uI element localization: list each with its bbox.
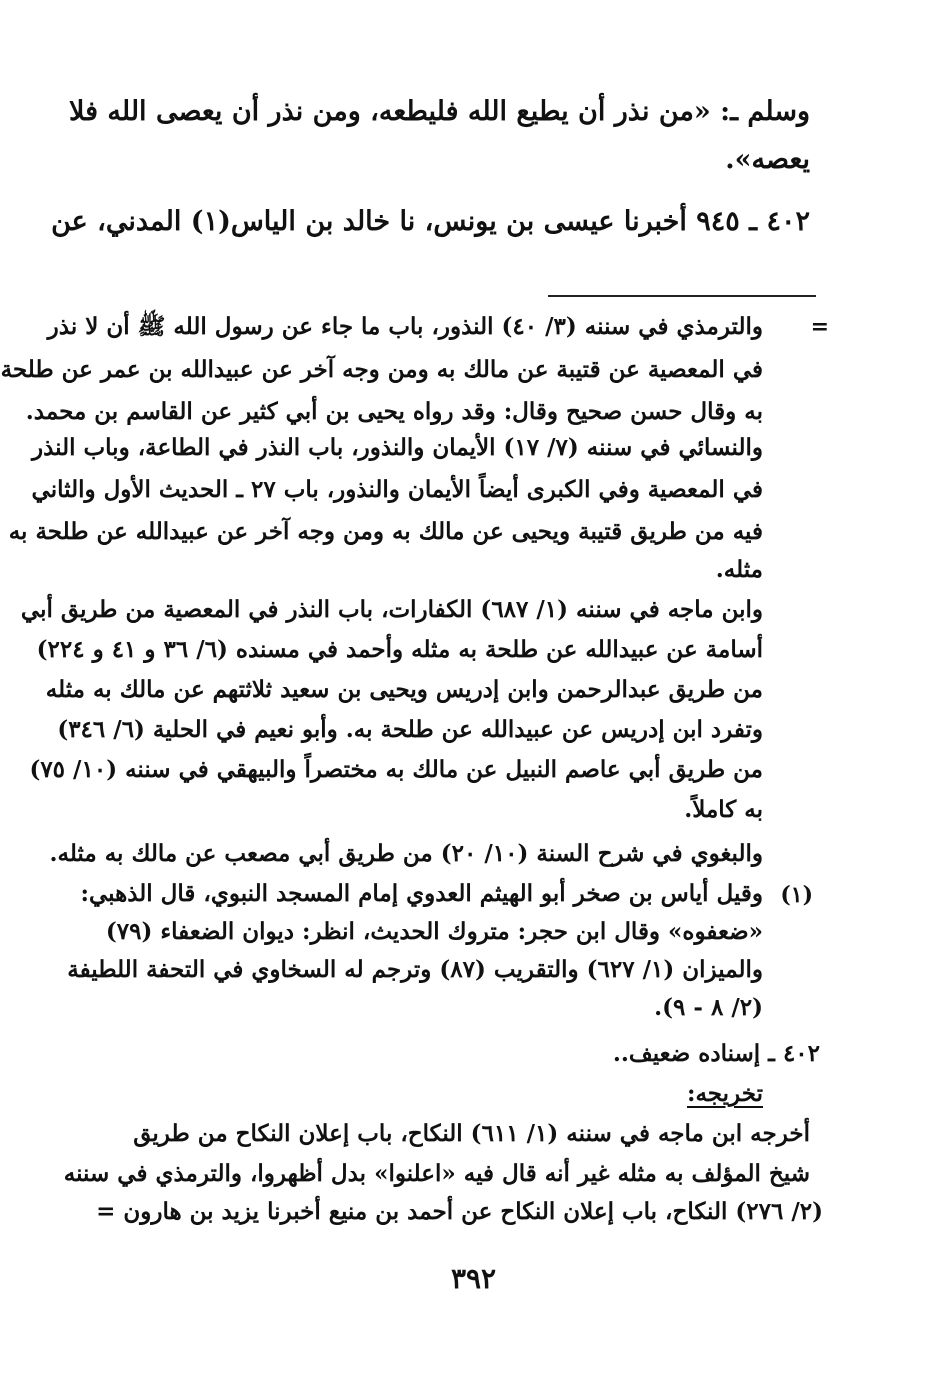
footnote-line: فيه من طريق قتيبة ويحيى عن مالك به ومن وجه آخر عن عبيدالله عن طلحة به [8, 518, 763, 545]
footnote-line: وابن ماجه في سننه (١/ ٦٨٧) الكفارات، باب النذر في المعصية من طريق أبي [20, 596, 763, 623]
footnote-line: وتفرد ابن إدريس عن عبيدالله عن طلحة به. وأبو نعيم في الحلية (٦/ ٣٤٦) [57, 716, 763, 743]
footnote-line: في المعصية وفي الكبرى أيضاً الأيمان والنذور، باب ٢٧ ـ الحديث الأول والثاني [31, 476, 763, 503]
footnote-line: (٢/ ٨ - ٩). [654, 994, 763, 1021]
main-text-line: يعصه». [725, 144, 810, 175]
footnote-line: أسامة عن عبيدالله عن طلحة به مثله وأحمد في مسنده (٦/ ٣٦ و ٤١ و ٢٢٤) [36, 636, 763, 663]
footnote-line: به كاملاً. [684, 796, 763, 823]
hadith-grading-line: ٤٠٢ ـ إسناده ضعيف.. [612, 1040, 820, 1067]
page-number: ٣٩٢ [450, 1262, 497, 1295]
main-text-line: وسلم ـ: «من نذر أن يطيع الله فليطعه، ومن نذر أن يعصى الله فلا [69, 96, 810, 127]
footnote-number: (١) [780, 882, 813, 908]
footnote-line: «ضعفوه» وقال ابن حجر: متروك الحديث، انظر: ديوان الضعفاء (٧٩) [105, 918, 763, 945]
footnote-separator [548, 295, 816, 297]
footnote-line: (٢/ ٢٧٦) النكاح، باب إعلان النكاح عن أحمد بن منيع أخبرنا يزيد بن هارون = [96, 1198, 823, 1225]
footnote-line: والترمذي في سننه (٣/ ٤٠) النذور، باب ما جاء عن رسول الله ﷺ أن لا نذر [47, 313, 763, 340]
footnote-line: وقيل أياس بن صخر أبو الهيثم العدوي إمام المسجد النبوي، قال الذهبي: [80, 880, 763, 907]
footnote-line: والميزان (١/ ٦٢٧) والتقريب (٨٧) وترجم له السخاوي في التحفة اللطيفة [67, 956, 763, 983]
takhrij-heading: تخريجه: [686, 1080, 763, 1107]
hadith-entry-line: ٤٠٢ ـ ٩٤٥ أخبرنا عيسى بن يونس، نا خالد بن الياس(١) المدني، عن [51, 206, 810, 237]
footnote-line: والبغوي في شرح السنة (١٠/ ٢٠) من طريق أبي مصعب عن مالك به مثله. [49, 840, 763, 867]
footnote-line: شيخ المؤلف به مثله غير أنه قال فيه «اعلنوا» بدل أظهروا، والترمذي في سننه [63, 1160, 810, 1187]
footnote-line: أخرجه ابن ماجه في سننه (١/ ٦١١) النكاح، باب إعلان النكاح من طريق [133, 1120, 810, 1147]
footnote-line: به وقال حسن صحيح وقال: وقد رواه يحيى بن أبي كثير عن القاسم بن محمد. [25, 398, 763, 425]
continuation-mark: = [810, 314, 829, 340]
footnote-line: من طريق أبي عاصم النبيل عن مالك به مختصراً والبيهقي في سننه (١٠/ ٧٥) [29, 756, 763, 783]
footnote-line: مثله. [715, 556, 763, 583]
footnote-line: والنسائي في سننه (٧/ ١٧) الأيمان والنذور، باب النذر في الطاعة، وباب النذر [32, 434, 763, 461]
footnote-line: من طريق عبدالرحمن وابن إدريس ويحيى بن سعيد ثلاثتهم عن مالك به مثله [45, 676, 763, 703]
footnote-line: في المعصية عن قتيبة عن مالك به ومن وجه آخر عن عبيدالله بن عمر عن طلحة [0, 356, 763, 383]
